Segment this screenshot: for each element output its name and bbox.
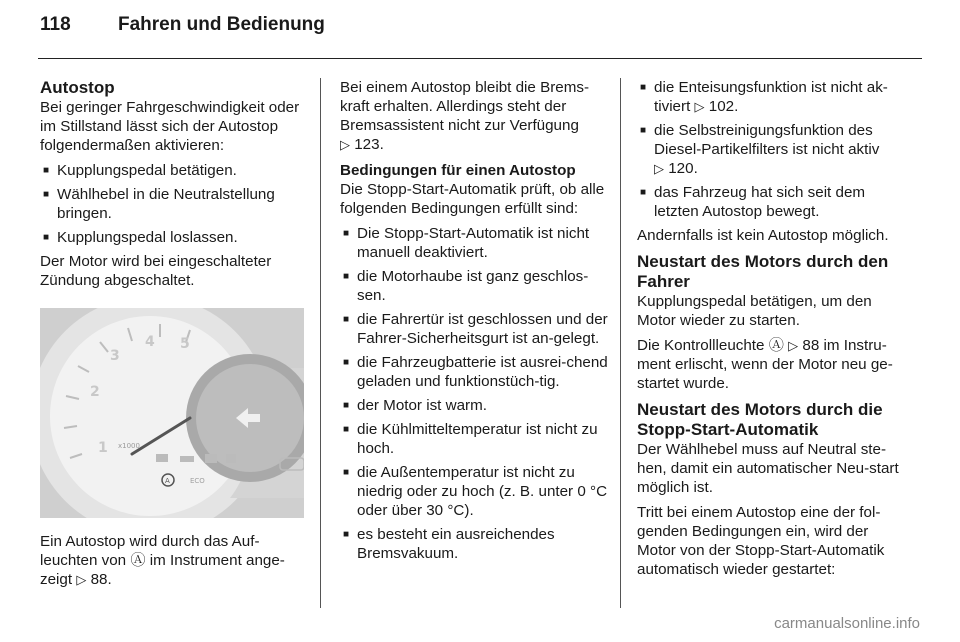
gauge-number: 4: [145, 334, 155, 350]
page-reference[interactable]: 88: [802, 337, 820, 354]
body-text: Der Motor wird bei eingeschalteter Zündung abgeschaltet.: [40, 253, 272, 289]
gauge-number: 1: [98, 440, 108, 456]
page-reference-icon: ▷: [76, 572, 87, 587]
subheading-conditions: Bedingungen für einen Autostop: [340, 162, 576, 179]
page-title: Fahren und Bedienung: [118, 14, 325, 35]
page-reference[interactable]: 123.: [354, 136, 384, 153]
step-list: [40, 161, 306, 247]
svg-text:A: A: [165, 477, 170, 485]
gauge-number: 5: [180, 336, 190, 352]
list-item: ■ Die Stopp-Start-Automatik ist nicht manuell deaktiviert.: [340, 224, 610, 262]
caption-text: Ein Autostop wird durch das Auf-leuchten von: [40, 533, 260, 569]
body-text: [340, 78, 610, 154]
lead-text: Bei einem Autostop bleibt die Brems-kraft erhalten. Allerdings steht der Bremsassistent nicht zur Verfügung: [340, 79, 590, 134]
conditions-list: [340, 224, 610, 563]
page-reference[interactable]: 102.: [708, 98, 739, 115]
autostop-icon: Ⓐ: [768, 337, 784, 354]
section-heading-auto-restart: Neustart des Motors durch die Stopp-Start-Automatik: [637, 400, 883, 439]
body-text: Der Wählhebel muss auf Neutral ste-hen, damit ein automatischer Neu-start möglich ist.: [637, 441, 899, 496]
list-item: ■ das Fahrzeug hat sich seit dem letzten Autostop bewegt.: [637, 183, 909, 221]
list-item: ■ Kupplungspedal betätigen.: [40, 161, 306, 180]
caption-text: im Instrument ange-zeigt: [40, 552, 285, 588]
conditions-list-continued: [637, 78, 909, 221]
page-reference-icon: ▷: [788, 338, 799, 353]
list-item: ■ die Selbstreinigungsfunktion des Diesel-Partikelfilters ist nicht aktiv ▷ 120.: [637, 121, 909, 178]
section-heading-driver-restart: Neustart des Motors durch den Fahrer: [637, 252, 889, 291]
column-1: [40, 78, 306, 595]
page-reference-icon: ▷: [694, 99, 705, 114]
column-divider: [320, 78, 321, 608]
body-text: Andernfalls ist kein Autostop möglich.: [637, 227, 889, 244]
gauge-unit: x1000: [118, 442, 140, 450]
page-number: 118: [40, 14, 71, 35]
section-heading-autostop: Autostop: [40, 78, 115, 97]
list-item: ■ Wählhebel in die Neutralstellung bringen.: [40, 185, 306, 223]
instrument-cluster-figure: [40, 308, 304, 518]
header-rule: [38, 58, 922, 59]
page-header: [40, 14, 325, 36]
instrument-cluster-illustration: [40, 308, 304, 518]
list-item: ■ die Außentemperatur ist nicht zu niedrig oder zu hoch (z. B. unter 0 °C oder über 30 °C).: [340, 463, 610, 520]
list-item: ■ die Kühlmitteltemperatur ist nicht zu hoch.: [340, 420, 610, 458]
body-text: Kupplungspedal betätigen, um den Motor wieder zu starten.: [637, 293, 872, 329]
eco-label: ECO: [190, 477, 205, 485]
gauge-number: 2: [90, 384, 100, 400]
figure-caption: [40, 532, 306, 589]
list-item: ■ die Fahrzeugbatterie ist ausrei-chend geladen und funktionstüch-tig.: [340, 353, 610, 391]
body-text: Die Kontrollleuchte Ⓐ ▷ 88 im Instru-ment erlischt, wenn der Motor neu ge-startet wurde.: [637, 337, 893, 392]
body-text: Tritt bei einem Autostop eine der fol-genden Bedingungen ein, wird der Motor von der Stopp-Start-Automatik automatisch wieder gestartet:: [637, 504, 885, 578]
list-item: ■ die Fahrertür ist geschlossen und der Fahrer-Sicherheitsgurt ist an-gelegt.: [340, 310, 610, 348]
conditions-intro: Die Stopp-Start-Automatik prüft, ob alle folgenden Bedingungen erfüllt sind:: [340, 181, 605, 217]
list-item: ■ die Motorhaube ist ganz geschlos-sen.: [340, 267, 610, 305]
list-item: ■ die Enteisungsfunktion ist nicht ak-tiviert ▷ 102.: [637, 78, 909, 116]
list-item: ■ der Motor ist warm.: [340, 396, 610, 415]
column-3: [637, 78, 909, 585]
list-item: ■ es besteht ein ausreichendes Bremsvakuum.: [340, 525, 610, 563]
watermark: carmanualsonline.info: [774, 615, 920, 632]
autostop-icon: Ⓐ: [130, 552, 146, 569]
list-item: ■ Kupplungspedal loslassen.: [40, 228, 306, 247]
page-reference[interactable]: 88.: [90, 571, 112, 588]
page-reference[interactable]: 120.: [668, 160, 698, 177]
gauge-number: 3: [110, 348, 120, 364]
intro-text: Bei geringer Fahrgeschwindigkeit oder im Stillstand lässt sich der Autostop folgendermaßen aktivieren:: [40, 99, 300, 154]
page-reference-icon: ▷: [654, 161, 664, 176]
reference-line: [340, 135, 610, 154]
column-divider: [620, 78, 621, 608]
column-2: [340, 78, 610, 568]
page-reference-icon: ▷: [340, 137, 350, 152]
